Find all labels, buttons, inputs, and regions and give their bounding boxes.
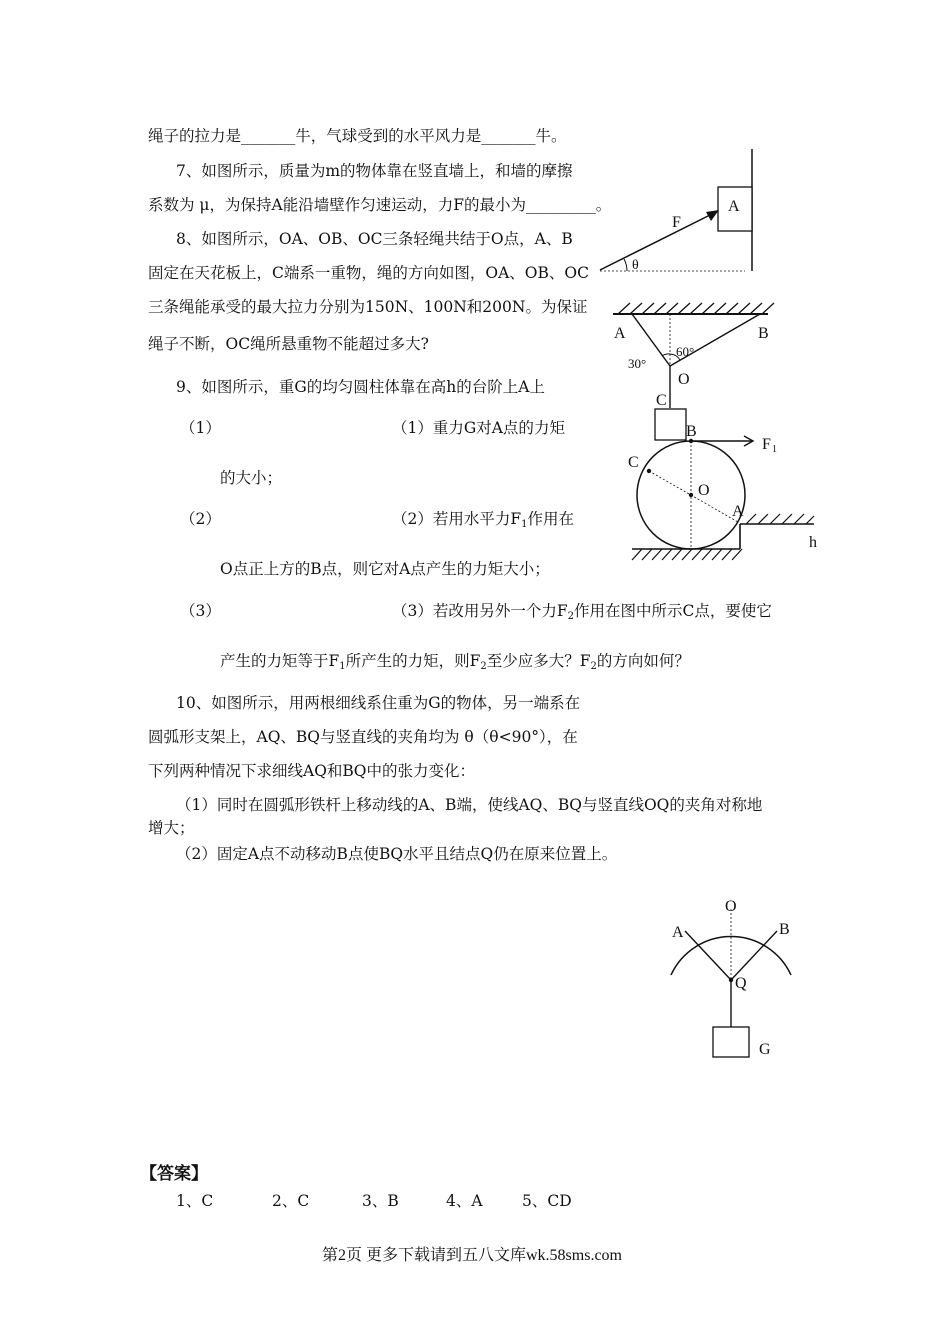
q10-line-2: 圆弧形支架上，AQ、BQ与竖直线的夹角均为 θ（θ<90°），在 xyxy=(148,728,578,746)
q10-label-b: B xyxy=(779,921,790,938)
ground-hatch xyxy=(632,549,742,560)
q8-label-b: B xyxy=(758,325,769,342)
answer-3: 3、B xyxy=(362,1192,399,1210)
weight-g-block xyxy=(713,1027,749,1057)
q7-line-1: 7、如图所示，质量为m的物体靠在竖直墙上，和墙的摩擦 xyxy=(176,162,573,180)
q9-part1-text: （1）重力G对A点的力矩 xyxy=(392,419,565,437)
theta-arc xyxy=(624,259,627,271)
q8-label-c: C xyxy=(656,392,667,409)
step-hatch xyxy=(746,514,814,524)
q9-part2-text: （2）若用水平力$F_1$作用在 xyxy=(392,510,575,530)
q6-line: 绳子的拉力是_______牛，气球受到的水平风力是_______牛。 xyxy=(148,127,567,145)
q10-label-a: A xyxy=(672,924,684,941)
q9-part2-cont: O点正上方的B点，则它对A点产生的力矩大小； xyxy=(220,560,550,578)
q9-label-c: C xyxy=(628,454,639,471)
q9-part1-num: （1） xyxy=(180,419,221,437)
q10-label-q: Q xyxy=(735,975,747,992)
q9-label-a: A xyxy=(732,503,744,520)
q9-label-h: h xyxy=(809,534,817,551)
answer-2: 2、C xyxy=(272,1192,310,1210)
answer-1: 1、C xyxy=(176,1192,214,1210)
q8-line-4: 绳子不断，OC绳所悬重物不能超过多大? xyxy=(148,335,429,353)
thread-aq xyxy=(685,931,731,980)
q9-part3-text: （3）若改用另外一个力$F_2$作用在图中所示C点，要使它 xyxy=(392,602,772,622)
diameter-c-a xyxy=(649,471,738,522)
q10-sub-1a: （1）同时在圆弧形铁杆上移动线的A、B端，使线AQ、BQ与竖直线OQ的夹角对称地 xyxy=(176,796,763,814)
q8-line-2: 固定在天花板上，C端系一重物，绳的方向如图，OA、OB、OC xyxy=(148,264,589,282)
q9-label-f: F xyxy=(762,436,771,453)
q9-figure xyxy=(628,420,828,570)
force-f-label: F xyxy=(672,214,681,231)
angle-30-label: 30° xyxy=(628,356,647,371)
q7-line-2: 系数为 μ，为保持A能沿墙壁作匀速运动，力F的最小为_________。 xyxy=(148,196,612,214)
answer-5: 5、CD xyxy=(522,1192,572,1210)
q9-line-1: 9、如图所示，重G的均匀圆柱体靠在高h的台阶上A上 xyxy=(176,378,545,396)
answer-4: 4、A xyxy=(446,1192,483,1210)
q10-sub-1b: 增大； xyxy=(148,819,195,837)
q10-sub-2: （2）固定A点不动移动B点使BQ水平且结点Q仍在原来位置上。 xyxy=(176,845,618,863)
q9-part3-cont: 产生的力矩等于$F_1$所产生的力矩，则$F_2$至少应多大？$F_2$的方向如何？ xyxy=(220,652,690,672)
q10-line-3: 下列两种情况下求细线AQ和BQ中的张力变化： xyxy=(148,762,475,780)
force-f-arrow xyxy=(600,212,716,270)
q9-part1-cont: 的大小； xyxy=(220,469,283,487)
q9-label-f-sub: 1 xyxy=(772,444,777,455)
theta-label: θ xyxy=(632,258,639,273)
q7-figure xyxy=(590,145,770,285)
q10-line-1: 10、如图所示，用两根细线系住重为G的物体，另一端系在 xyxy=(176,694,581,712)
q9-part2-num: （2） xyxy=(180,510,221,528)
force-arrowhead xyxy=(706,210,719,221)
q8-label-o: O xyxy=(678,371,690,388)
q10-figure xyxy=(665,893,805,1068)
point-c xyxy=(647,469,651,473)
ceiling-hatch xyxy=(618,303,774,314)
q9-label-o: O xyxy=(698,482,710,499)
q9-label-b: B xyxy=(686,423,697,440)
q8-line-1: 8、如图所示，OA、OB、OC三条轻绳共结于O点，A、B xyxy=(176,230,573,248)
q8-line-3: 三条绳能承受的最大拉力分别为150N、100N和200N。为保证 xyxy=(148,298,588,316)
angle-arc-30 xyxy=(662,354,670,356)
q10-label-o: O xyxy=(725,898,737,915)
q8-label-a: A xyxy=(614,325,626,342)
block-a-label: A xyxy=(728,198,740,215)
point-o xyxy=(689,493,693,497)
answers-title: 【答案】 xyxy=(140,1164,208,1184)
page-footer: 第2页 更多下载请到五八文库wk.58sms.com xyxy=(322,1247,623,1264)
q9-part3-num: （3） xyxy=(180,602,221,620)
q10-label-g: G xyxy=(759,1041,771,1058)
angle-60-label: 60° xyxy=(676,344,695,359)
thread-bq xyxy=(731,931,777,980)
